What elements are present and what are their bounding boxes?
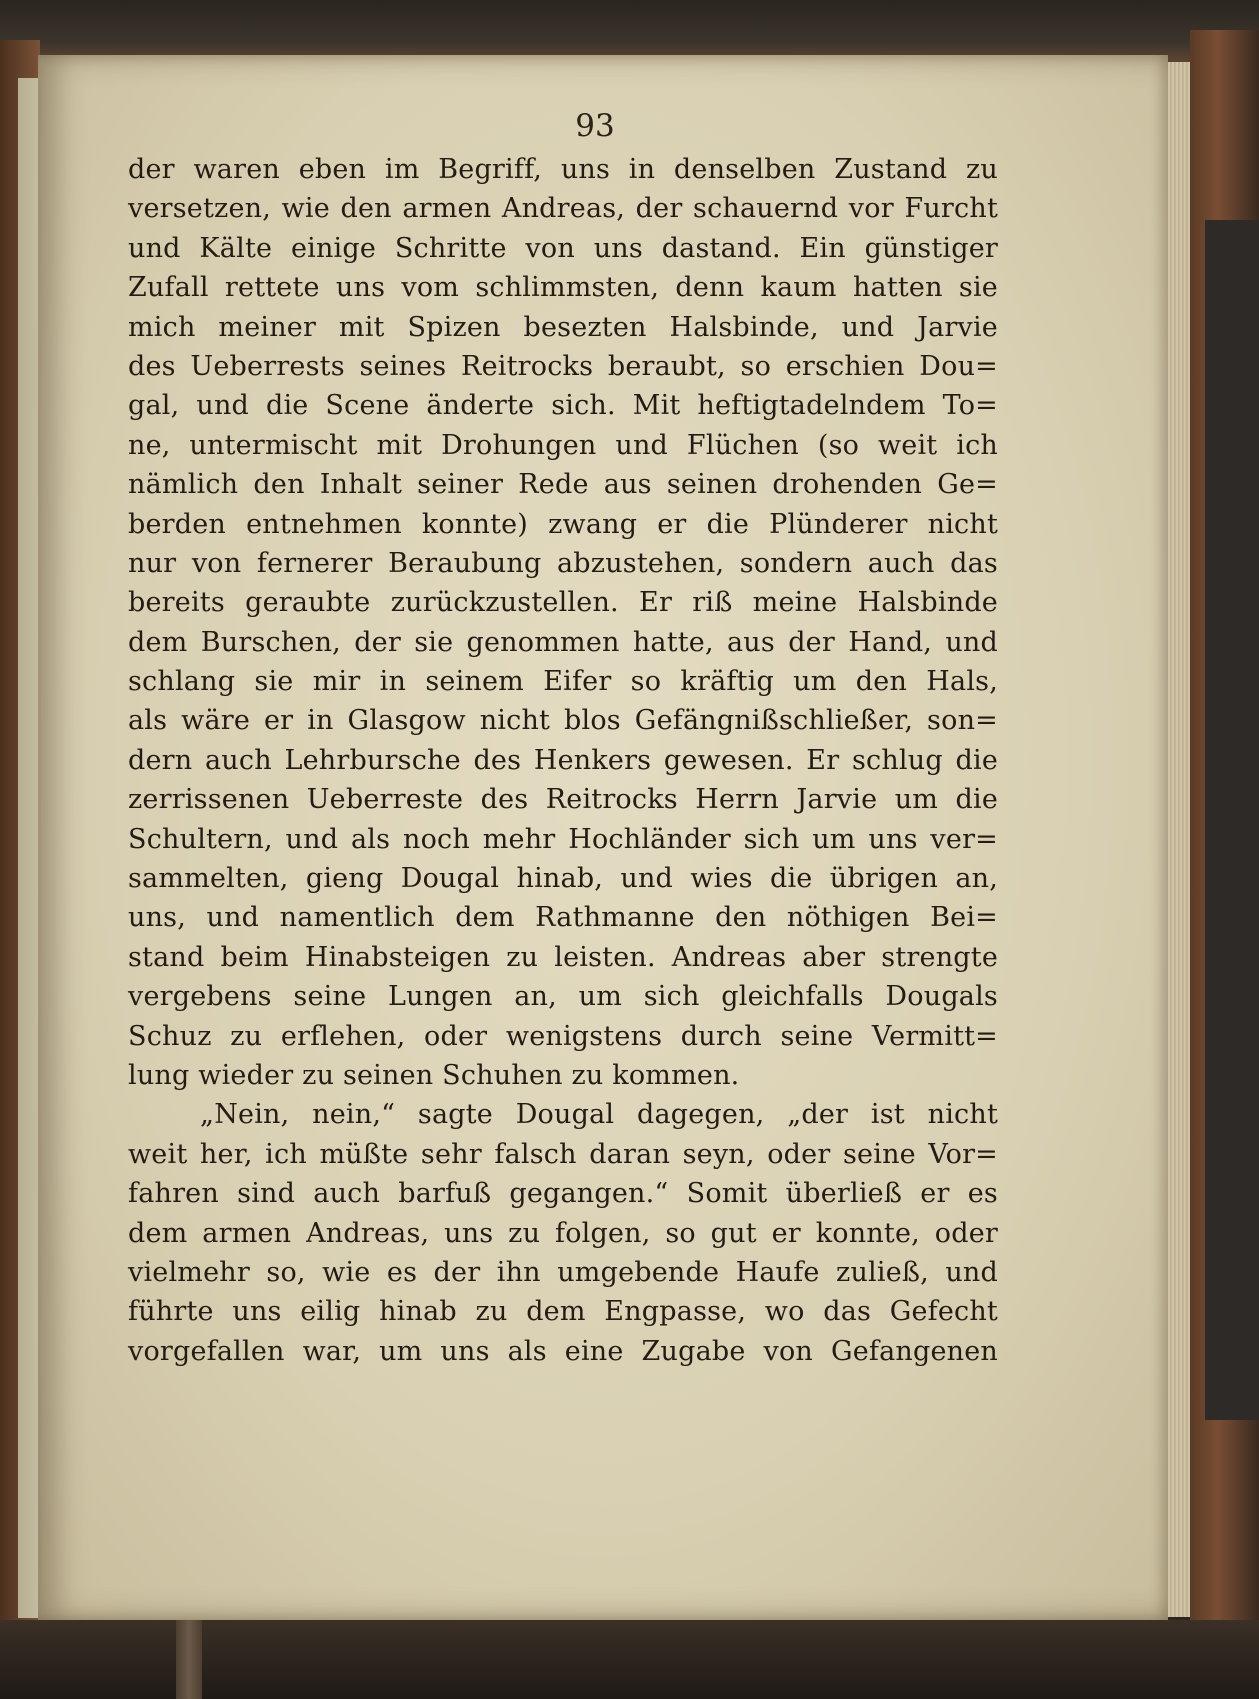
book-spine-shadow (1205, 220, 1259, 1420)
text-line: sammelten, gieng Dougal hinab, und wies die übrigen an, (128, 863, 998, 895)
text-line: nur von fernerer Beraubung abzustehen, sondern auch das (128, 547, 998, 579)
text-line: vielmehr so, wie es der ihn umgebende Haufe zuließ, und (128, 1256, 998, 1288)
text-line: dem Burschen, der sie genommen hatte, aus der Hand, und (128, 626, 998, 658)
page-edges (1168, 62, 1190, 1617)
text-line: Zufall rettete uns vom schlimmsten, denn kaum hatten sie (128, 272, 998, 304)
text-line: ne, untermischt mit Drohungen und Flüchen (so weit ich (128, 429, 998, 461)
text-line: dern auch Lehrbursche des Henkers gewesen. Er schlug die (128, 744, 998, 776)
text-line: schlang sie mir in seinem Eifer so kräftig um den Hals, (128, 666, 998, 698)
page-number: 93 (575, 108, 615, 144)
text-line: der waren eben im Begriff, uns in denselben Zustand zu (128, 154, 998, 185)
text-line: bereits geraubte zurückzustellen. Er riß meine Halsbinde (128, 587, 998, 619)
text-line: mich meiner mit Spizen besezten Halsbinde, und Jarvie (128, 311, 998, 343)
text-line: und Kälte einige Schritte von uns dastand. Ein günstiger (128, 232, 998, 264)
text-line: Schuz zu erflehen, oder wenigstens durch seine Vermitt= (128, 1020, 998, 1052)
text-line: lung wieder zu seinen Schuhen zu kommen. (128, 1059, 740, 1091)
text-line: Schultern, und als noch mehr Hochländer sich um uns ver= (128, 823, 998, 855)
text-line: des Ueberrests seines Reitrocks beraubt, so erschien Dou= (128, 350, 998, 382)
page-text (128, 150, 998, 1371)
text-line: weit her, ich müßte sehr falsch daran seyn, oder seine Vor= (128, 1138, 998, 1170)
text-line: als wäre er in Glasgow nicht blos Gefängnißschließer, son= (128, 705, 998, 737)
text-line: berden entnehmen konnte) zwang er die Plünderer nicht (128, 508, 998, 540)
text-line: zerrissenen Ueberreste des Reitrocks Herrn Jarvie um die (128, 784, 998, 816)
text-line: uns, und namentlich dem Rathmanne den nöthigen Bei= (128, 902, 998, 934)
text-line: gal, und die Scene änderte sich. Mit heftigtadelndem To= (128, 390, 998, 422)
text-line: vorgefallen war, um uns als eine Zugabe von Gefangenen (128, 1335, 998, 1367)
text-line: fahren sind auch barfuß gegangen.“ Somit überließ er es (128, 1178, 998, 1210)
text-line: versetzen, wie den armen Andreas, der schauernd vor Furcht (128, 193, 998, 225)
text-line: stand beim Hinabsteigen zu leisten. Andreas aber strengte (128, 941, 998, 973)
text-line: führte uns eilig hinab zu dem Engpasse, wo das Gefecht (128, 1296, 998, 1328)
text-line: vergebens seine Lungen an, um sich gleichfalls Dougals (128, 981, 998, 1013)
text-line: dem armen Andreas, uns zu folgen, so gut er konnte, oder (128, 1217, 998, 1249)
text-line: nämlich den Inhalt seiner Rede aus seinen drohenden Ge= (128, 469, 998, 501)
text-line: „Nein, nein,“ sagte Dougal dagegen, „der ist nicht (200, 1099, 998, 1131)
